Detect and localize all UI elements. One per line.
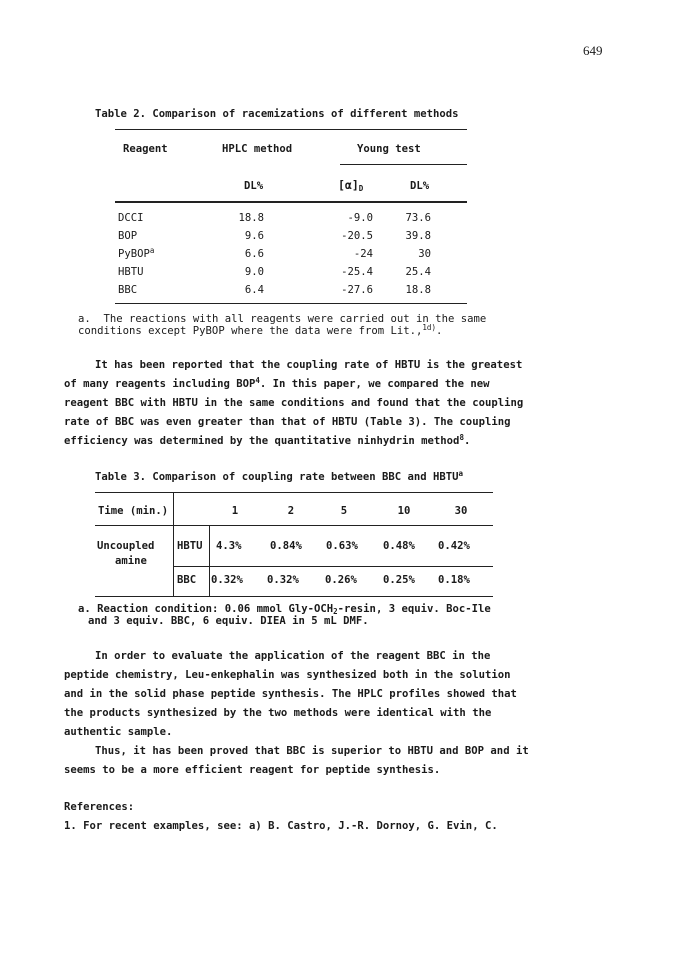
paragraph1-line1: It has been reported that the coupling rate of HBTU is the greatest	[95, 359, 523, 371]
paragraph2-line1: In order to evaluate the application of the reagent BBC in the	[95, 650, 491, 662]
table2-cell-young: 39.8	[405, 230, 431, 242]
paragraph2-line4: the products synthesized by the two methods were identical with the	[64, 707, 492, 719]
table2-cell-alpha: -27.6	[341, 284, 373, 296]
table3-reagent: HBTU	[177, 540, 203, 552]
table2-header-young: Young test	[357, 143, 421, 155]
table3-time: 10	[397, 505, 411, 517]
paragraph3-line2: seems to be a more efficient reagent for peptide synthesis.	[64, 764, 441, 776]
table2-cell-alpha: -20.5	[341, 230, 373, 242]
table3-divider	[209, 525, 210, 596]
table2-footnote-line2: conditions except PyBOP where the data were from Lit.,$^{1d)}$.	[78, 323, 443, 337]
table3-value: 0.26%	[325, 574, 357, 586]
table3-time: 1	[231, 505, 239, 517]
table3-time: 2	[287, 505, 295, 517]
reference-item-1: 1. For recent examples, see: a) B. Castro, J.-R. Dornoy, G. Evin, C.	[64, 820, 498, 832]
table3-divider	[173, 525, 174, 596]
table2-cell-hplc: 6.4	[244, 284, 264, 296]
table3-value: 0.32%	[211, 574, 243, 586]
table3-time: 5	[340, 505, 348, 517]
table2-cell-reagent: BBC	[118, 284, 138, 296]
table2-cell-hplc: 9.6	[244, 230, 264, 242]
table3-footnote-line1: a. Reaction condition: 0.06 mmol Gly-$OCH_2$-resin, 3 equiv. Boc-Ile	[78, 603, 491, 616]
table3-reagent: BBC	[177, 574, 197, 586]
paragraph1-line3: reagent BBC with HBTU in the same conditions and found that the coupling	[64, 397, 524, 409]
table2-cell-reagent: PyBOP$^a$	[118, 246, 155, 260]
table2-header-hplc: HPLC method	[222, 143, 293, 155]
table3-value: 4.3%	[216, 540, 242, 552]
table2-top-rule	[115, 129, 467, 130]
table2-cell-reagent: BOP	[118, 230, 138, 242]
table2-cell-alpha: -9.0	[347, 212, 373, 224]
paragraph2-line5: authentic sample.	[64, 726, 173, 738]
table2-title: Table 2. Comparison of racemizations of different methods	[95, 108, 459, 120]
table3-footnote-line2: and 3 equiv. BBC, 6 equiv. DIEA in 5 mL DMF.	[88, 615, 369, 627]
table3-row-rule	[173, 566, 493, 567]
references-heading: References:	[64, 801, 135, 813]
table3-title: Table 3. Comparison of coupling rate between BBC and HBTU$^a$	[95, 469, 464, 483]
table3-value: 0.63%	[326, 540, 358, 552]
table3-value: 0.32%	[267, 574, 299, 586]
table2-cell-young: 18.8	[405, 284, 431, 296]
table2-header-alpha-d: $[\alpha]_D$	[338, 178, 364, 193]
table3-time-label: Time (min.)	[98, 505, 169, 517]
page-number: 649	[583, 43, 603, 58]
table3-row-label-1: Uncoupled	[97, 540, 155, 552]
paragraph3-line1: Thus, it has been proved that BBC is superior to HBTU and BOP and it	[95, 745, 529, 757]
paragraph1-line4: rate of BBC was even greater than that of HBTU (Table 3). The coupling	[64, 416, 511, 428]
paragraph1-line5: efficiency was determined by the quantitative ninhydrin method$^8$.	[64, 433, 471, 447]
table3-top-rule	[95, 492, 493, 493]
table2-cell-reagent: HBTU	[118, 266, 144, 278]
table2-header-reagent: Reagent	[123, 143, 168, 155]
table3-value: 0.84%	[270, 540, 302, 552]
table3-bottom-rule	[95, 596, 493, 597]
table3-value: 0.25%	[383, 574, 415, 586]
table2-header-dl-young: DL%	[410, 180, 430, 192]
table2-cell-hplc: 9.0	[244, 266, 264, 278]
paragraph2-line3: and in the solid phase peptide synthesis. The HPLC profiles showed that	[64, 688, 517, 700]
table3-header-rule	[95, 525, 493, 526]
table2-footnote-line1: a. The reactions with all reagents were carried out in the same	[78, 313, 487, 325]
table2-cell-alpha: -25.4	[341, 266, 373, 278]
table3-value: 0.48%	[383, 540, 415, 552]
table2-cell-hplc: 18.8	[238, 212, 264, 224]
table2-young-rule	[340, 164, 467, 165]
table2-header-rule	[115, 201, 467, 203]
table3-row-label-2: amine	[115, 555, 147, 567]
paragraph2-line2: peptide chemistry, Leu-enkephalin was synthesized both in the solution	[64, 669, 511, 681]
table3-value: 0.42%	[438, 540, 470, 552]
table2-header-dl-hplc: DL%	[244, 180, 264, 192]
table2-cell-young: 73.6	[405, 212, 431, 224]
table3-time: 30	[454, 505, 468, 517]
table2-cell-young: 25.4	[405, 266, 431, 278]
table2-cell-alpha: -24	[353, 248, 373, 260]
paragraph1-line2: of many reagents including BOP$^4$. In this paper, we compared the new	[64, 376, 490, 390]
table2-cell-hplc: 6.6	[244, 248, 264, 260]
table3-value: 0.18%	[438, 574, 470, 586]
table2-cell-reagent: DCCI	[118, 212, 144, 224]
table2-cell-young: 30	[418, 248, 431, 260]
table2-bottom-rule	[115, 303, 467, 304]
table3-divider	[173, 492, 174, 525]
